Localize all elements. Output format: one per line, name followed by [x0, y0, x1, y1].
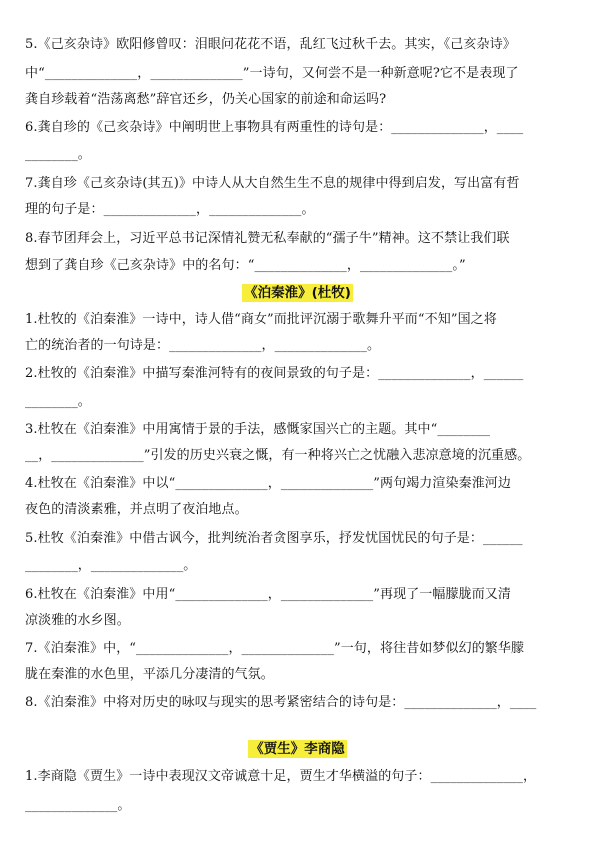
question-8-line-2: 想到了龚自珍《己亥杂诗》中的名句：“______________，______________。” [25, 258, 466, 273]
question-6-line-2: ________。 [25, 147, 91, 162]
js-question-1-line-2: ______________。 [25, 798, 131, 813]
question-7-line-1: 7.龚自珍《己亥杂诗(其五)》中诗人从大自然生生不息的规律中得到启发，写出富有哲 [25, 176, 520, 191]
bqh-question-5-line-2: ________，______________。 [25, 558, 197, 573]
bqh-question-7-line-2: 胧在秦淮的水色里，平添几分凄清的气氛。 [25, 667, 274, 682]
bqh-question-6-line-1: 6.杜牧在《泊秦淮》中用“______________，______________”再现了一幅朦胧而又清 [25, 587, 511, 602]
bqh-question-5-line-1: 5.杜牧《泊秦淮》中借古讽今，批判统治者贪图享乐，抒发忧国忧民的句子是：______ [25, 531, 523, 546]
bqh-question-1-line-2: 亡的统治者的一句诗是：______________，______________。 [25, 338, 381, 353]
question-6-line-1: 6.龚自珍的《己亥杂诗》中阐明世上事物具有两重性的诗句是：______________，____ [25, 120, 524, 135]
bqh-question-2-line-2: ________。 [25, 394, 91, 409]
question-5-line-1: 5.《己亥杂诗》欧阳修曾叹：泪眼问花花不语，乱红飞过秋千去。其实，《己亥杂诗》 [25, 37, 516, 52]
bqh-question-7-line-1: 7.《泊秦淮》中，“______________，______________”一句，将往昔如梦似幻的繁华朦 [25, 641, 525, 656]
bqh-question-3-line-1: 3.杜牧在《泊秦淮》中用寓情于景的手法，感慨家国兴亡的主题。其中“________ [25, 422, 491, 437]
bqh-question-1-line-1: 1.杜牧的《泊秦淮》一诗中，诗人借“商女”而批评沉溺于歌舞升平而“不知”国之将 [25, 312, 497, 327]
bqh-question-8-line-1: 8.《泊秦淮》中将对历史的咏叹与现实的思考紧密结合的诗句是：______________，____ [25, 695, 537, 710]
bqh-question-4-line-1: 4.杜牧在《泊秦淮》中以“______________，______________”两句竭力渲染秦淮河边 [25, 476, 511, 491]
bqh-question-6-line-2: 凉淡雅的水乡图。 [25, 613, 130, 628]
section-heading-bo-qin-huai [0, 284, 595, 302]
bqh-question-2-line-1: 2.杜牧的《泊秦淮》中描写秦淮河特有的夜间景致的句子是：______________，______ [25, 366, 524, 381]
js-question-1-line-1: 1.李商隐《贾生》一诗中表现汉文帝诚意十足，贾生才华横溢的句子：______________， [25, 769, 537, 784]
question-8-line-1: 8.春节团拜会上，习近平总书记深情礼赞无私奉献的“孺子牛”精神。这不禁让我们联 [25, 231, 510, 246]
bqh-question-3-line-2: __，______________”引发的历史兴衰之慨，有一种将兴亡之忧融入悲凉意境的沉重感。 [25, 448, 531, 463]
question-5-line-2: 中“______________，______________”一诗句，又何尝不是一种新意呢?它不是表现了 [25, 66, 519, 81]
section-heading-jia-sheng [0, 740, 595, 758]
bqh-question-4-line-2: 夜色的清淡素雅，并点明了夜泊地点。 [25, 502, 248, 517]
question-7-line-2: 理的句子是：______________，______________。 [25, 202, 315, 217]
section-heading-highlight: 《贾生》李商隐 [250, 741, 345, 757]
question-5-line-3: 龚自珍载着“浩荡离愁”辞官还乡，仍关心国家的前途和命运吗? [25, 92, 387, 107]
section-heading-highlight: 《泊秦淮》(杜牧) [244, 285, 351, 301]
